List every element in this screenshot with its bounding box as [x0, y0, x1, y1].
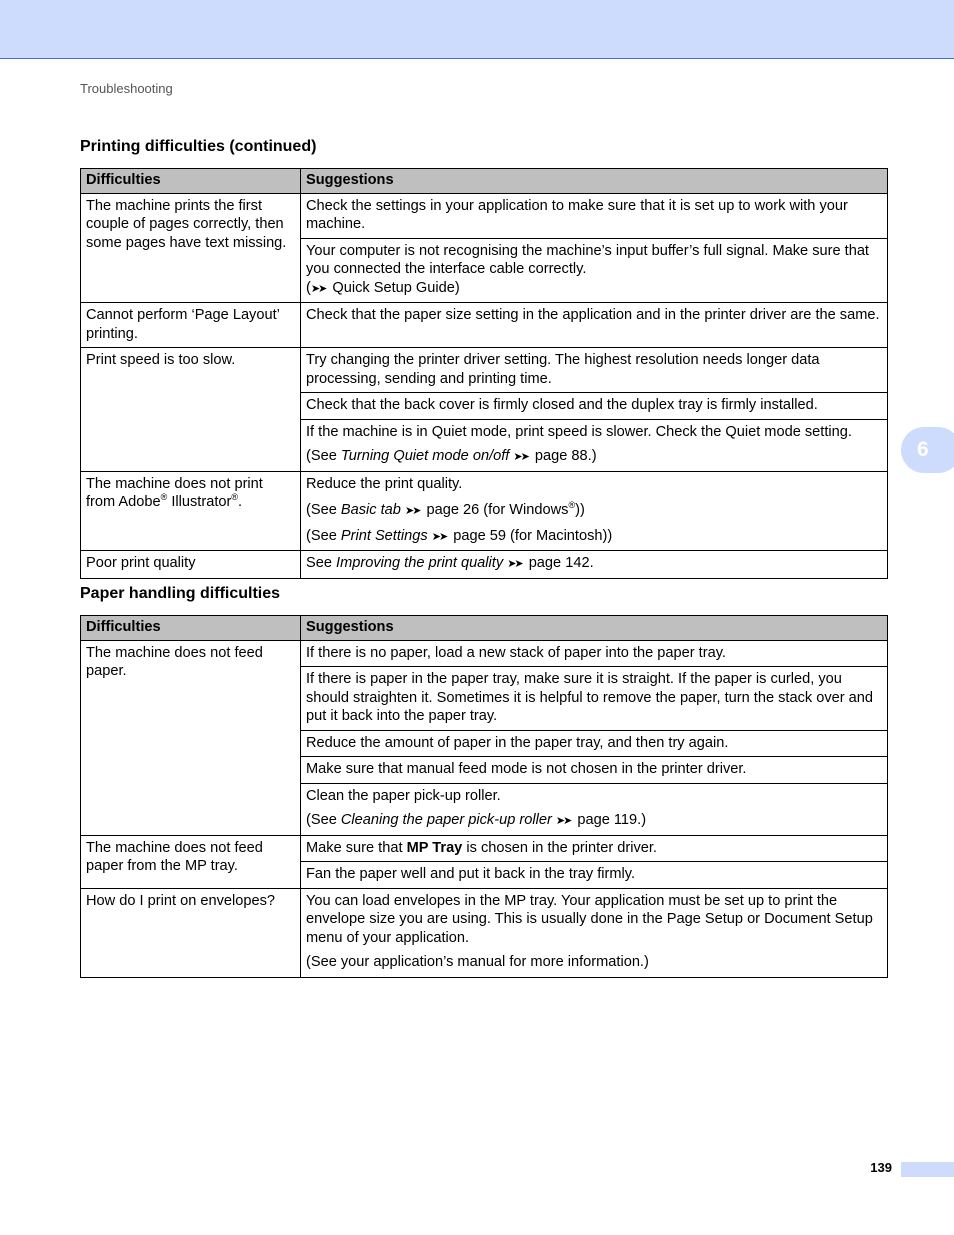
ref-close: )) [575, 502, 585, 518]
cross-reference [306, 447, 882, 467]
column-header-difficulties: Difficulties [81, 616, 301, 641]
double-arrow-icon: ➤➤ [513, 451, 528, 463]
double-arrow-icon: ➤➤ [555, 815, 571, 827]
suggestion-cell: Try changing the printer driver setting. The highest resolution needs longer data processing, sending and printing time. [301, 348, 888, 393]
ref-title: Print Settings [340, 527, 428, 544]
table-row [81, 640, 888, 667]
ref-title: Turning Quiet mode on/off [340, 448, 510, 464]
suggestion-text: Clean the paper pick-up roller. [306, 787, 501, 804]
cross-reference [306, 501, 882, 521]
column-header-suggestions: Suggestions [301, 616, 888, 641]
table-header-row [81, 169, 888, 194]
difficulty-cell: The machine does not feed paper. [81, 640, 301, 835]
cross-reference [306, 527, 882, 547]
suggestion-text: If the machine is in Quiet mode, print speed is slower. Check the Quiet mode setting. [306, 423, 852, 440]
section-heading-paper-handling: Paper handling difficulties [80, 585, 281, 602]
paper-handling-table [80, 615, 888, 978]
suggestion-cell [301, 419, 888, 471]
difficulty-cell: Print speed is too slow. [81, 348, 301, 472]
ref-title: Improving the print quality [336, 555, 504, 571]
ref-open: (See [306, 502, 341, 518]
double-arrow-icon: ➤➤ [431, 530, 447, 543]
ref-page: page 119.) [573, 812, 647, 828]
suggestion-text: You can load envelopes in the MP tray. Your application must be set up to print the envelope size you are using. This is usually done in the Page Setup or Document Setup menu of your application. [306, 892, 873, 946]
page-number-bar [901, 1162, 954, 1177]
column-header-suggestions: Suggestions [301, 169, 888, 194]
cross-reference [306, 811, 882, 831]
registered-mark: ® [231, 492, 238, 503]
difficulty-cell: Poor print quality [81, 551, 301, 579]
section-heading-printing: Printing difficulties (continued) [80, 138, 317, 155]
suggestion-cell [301, 238, 888, 303]
cross-reference [306, 279, 882, 299]
difficulty-cell: The machine does not feed paper from the MP tray. [81, 835, 301, 888]
suggestion-cell [301, 783, 888, 835]
suggestion-cell: Check that the paper size setting in the application and in the printer driver are the same. [301, 303, 888, 348]
difficulty-cell: The machine prints the first couple of pages correctly, then some pages have text missing. [81, 193, 301, 303]
difficulty-text: The machine does not print from Adobe [86, 475, 263, 510]
suggestion-cell [301, 888, 888, 977]
ref-title: Basic tab [340, 502, 401, 518]
chapter-tab: 6 [901, 427, 954, 473]
header-band [0, 0, 954, 59]
table-row [81, 193, 888, 238]
table-header-row [81, 616, 888, 641]
running-head: Troubleshooting [80, 81, 173, 96]
ref-page: page 26 (for Windows [422, 502, 569, 518]
suggestion-cell: Fan the paper well and put it back in the tray firmly. [301, 862, 888, 889]
difficulty-cell: Cannot perform ‘Page Layout’ printing. [81, 303, 301, 348]
registered-mark: ® [568, 500, 576, 511]
ref-title: Cleaning the paper pick-up roller [340, 812, 552, 828]
difficulty-cell [81, 471, 301, 551]
table-row [81, 835, 888, 862]
table-row [81, 303, 888, 348]
page-number: 139 [870, 1160, 892, 1175]
suggestion-note: (See your application’s manual for more information.) [306, 954, 649, 970]
ref-open: (See [306, 527, 341, 544]
suggestion-cell: If there is paper in the paper tray, make sure it is straight. If the paper is curled, you should straighten it. Sometimes it is helpful to remove the paper, turn the stack over and put it back into the paper tray. [301, 667, 888, 731]
suggestion-text: Your computer is not recognising the machine’s input buffer’s full signal. Make sure that you connected the interface cable correctly. [306, 242, 869, 277]
ref-text: Quick Setup Guide) [328, 279, 460, 296]
suggestion-text: is chosen in the printer driver. [462, 839, 657, 856]
suggestion-text: Make sure that [306, 839, 407, 856]
table-row [81, 551, 888, 579]
suggestion-cell: If there is no paper, load a new stack of paper into the paper tray. [301, 640, 888, 667]
suggestion-cell [301, 551, 888, 579]
double-arrow-icon: ➤➤ [404, 505, 420, 517]
ref-open: (See [306, 448, 341, 464]
difficulty-text: . [238, 494, 243, 510]
double-arrow-icon: ➤➤ [310, 282, 326, 295]
suggestion-cell [301, 835, 888, 862]
ui-term: MP Tray [406, 839, 463, 856]
double-arrow-icon: ➤➤ [507, 558, 522, 570]
registered-mark: ® [160, 492, 168, 503]
ref-page: page 88.) [530, 448, 597, 464]
ref-page: page 142. [524, 555, 594, 571]
table-row [81, 471, 888, 551]
difficulty-text: Illustrator [167, 494, 232, 510]
suggestion-cell: Check the settings in your application to make sure that it is set up to work with your machine. [301, 193, 888, 238]
printing-difficulties-table [80, 168, 888, 579]
table-row [81, 888, 888, 977]
suggestion-cell: Make sure that manual feed mode is not chosen in the printer driver. [301, 757, 888, 784]
table-row [81, 348, 888, 393]
column-header-difficulties: Difficulties [81, 169, 301, 194]
suggestion-text: Reduce the print quality. [306, 475, 463, 492]
suggestion-cell: Check that the back cover is firmly closed and the duplex tray is firmly installed. [301, 393, 888, 420]
ref-open: ( [306, 279, 311, 296]
difficulty-cell: How do I print on envelopes? [81, 888, 301, 977]
suggestion-cell: Reduce the amount of paper in the paper tray, and then try again. [301, 730, 888, 757]
suggestion-cell [301, 471, 888, 551]
ref-open: (See [306, 812, 341, 828]
ref-page: page 59 (for Macintosh)) [449, 527, 613, 544]
suggestion-text: See [306, 555, 337, 571]
